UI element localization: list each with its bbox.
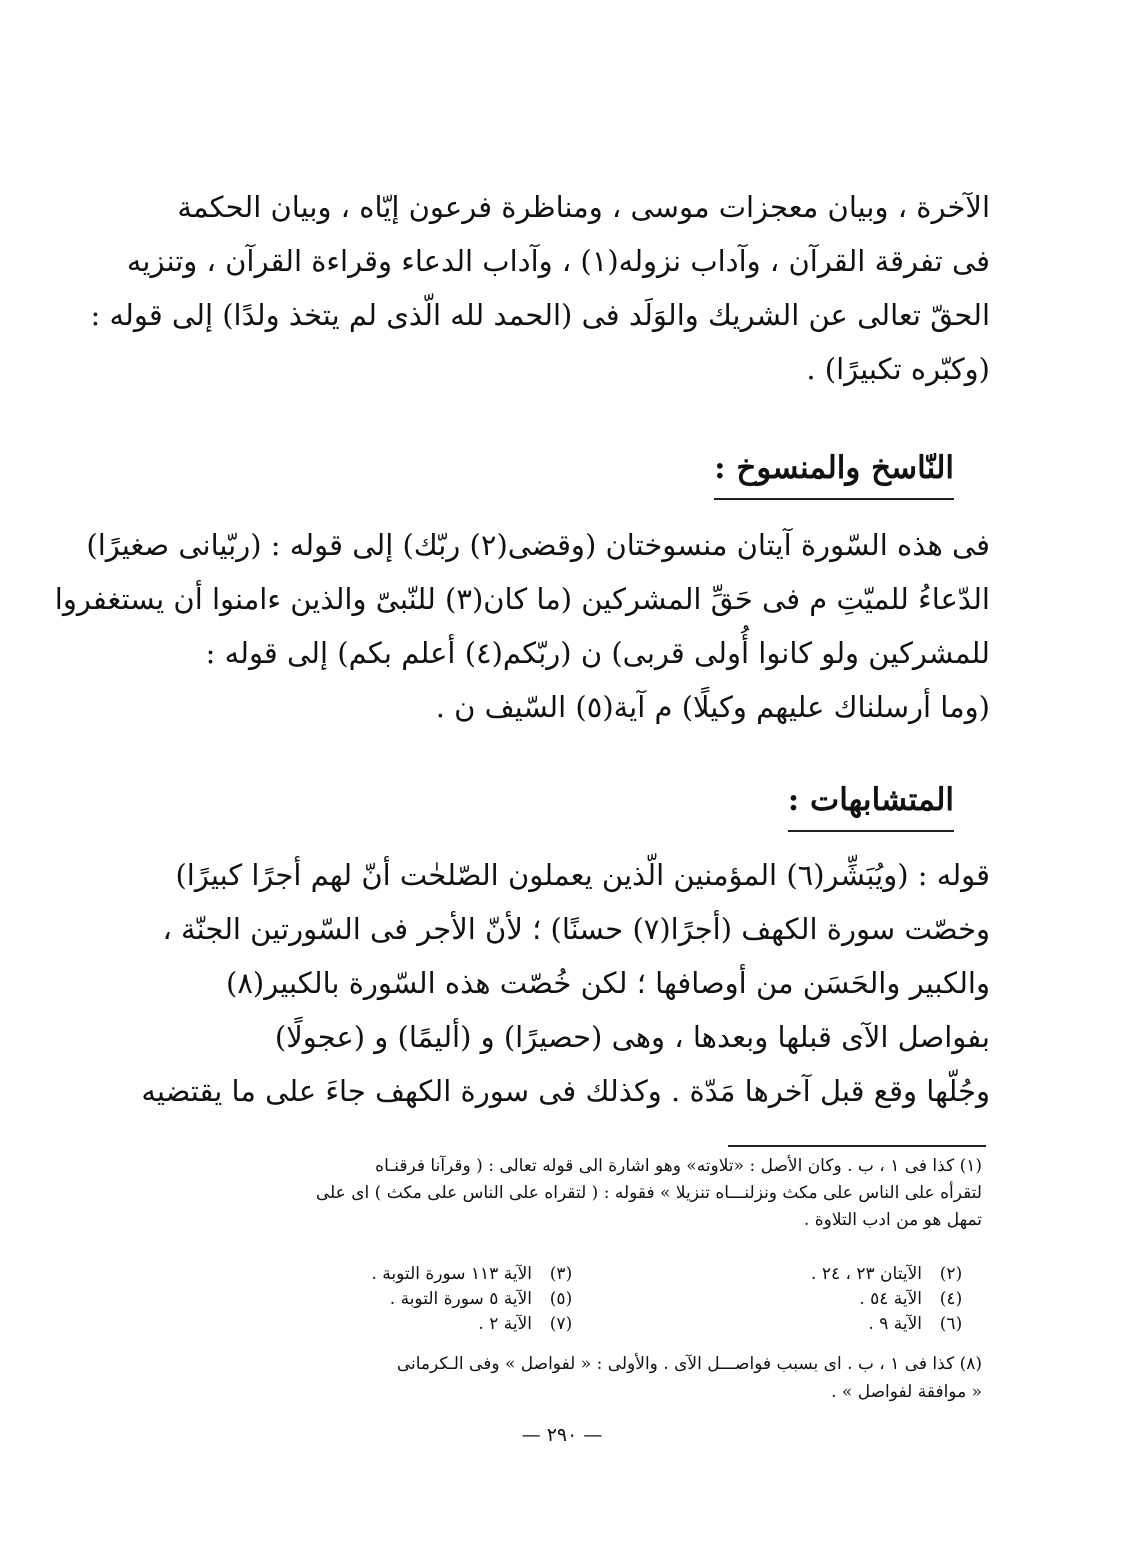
- footnote-text: الآيتان ٢٣ ، ٢٤ .: [811, 1264, 922, 1284]
- footnote-line: (١) كذا فى ١ ، ب . وكان الأصل : «تلاوته» وهو اشارة الى قوله تعالى : ( وقرآنا فرقنـاه: [375, 1156, 982, 1176]
- paragraph-similarities: [138, 848, 990, 1118]
- footnote-text: الآية ٩ .: [868, 1314, 922, 1334]
- footnote-number: (٥): [549, 1289, 573, 1309]
- footnote-line: (٨) كذا فى ١ ، ب . اى بسبب فواصـــل الآى . والأولى : « لفواصل » وفى الـكرمانى: [396, 1354, 982, 1374]
- paragraph-intro: [90, 180, 990, 396]
- footnote-8: [150, 1350, 982, 1406]
- heading-text: المتشابهات :: [787, 782, 954, 818]
- heading-underline: [788, 830, 954, 832]
- footnote-text: الآية ٥٤ .: [859, 1289, 922, 1309]
- text-line: فى تفرقة القرآن ، وآداب نزوله(١) ، وآداب الدعاء وقراءة القرآن ، وتنزيه: [126, 244, 990, 278]
- text-line: بفواصل الآى قبلها وبعدها ، وهى (حصيرًا) و (أليمًا) و (عجولًا): [274, 1020, 990, 1054]
- text-line: الحقّ تعالى عن الشريك والوَلَد فى (الحمد لله الّذى لم يتخذ ولدًا) إلى قوله :: [90, 298, 990, 332]
- footnote-number: (٢): [939, 1264, 963, 1284]
- footnote-cell: [200, 1287, 590, 1312]
- text-line: وجُلّها وقع قبل آخرها مَدّة . وكذلك فى سورة الكهف جاءَ على ما يقتضيه: [141, 1074, 990, 1108]
- text-line: قوله : (ويُبَشِّر(٦) المؤمنين الّذين يعملون الصّلحٰت أنّ لهم أجرًا كبيرًا): [175, 858, 990, 892]
- section-heading-similarities: [788, 780, 954, 820]
- heading-text: النّاسخ والمنسوخ :: [714, 450, 954, 486]
- heading-underline: [714, 498, 954, 500]
- section-heading-abrogation: [714, 448, 954, 488]
- footnote-number: (٦): [939, 1314, 963, 1334]
- text-line: وخصّت سورة الكهف (أجرًا(٧) حسنًا) ؛ لأنّ الأجر فى السّورتين الجنّة ،: [162, 912, 990, 946]
- footnote-row: [200, 1262, 980, 1287]
- footnote-cell: [590, 1287, 980, 1312]
- footnote-number: (٤): [939, 1289, 963, 1309]
- footnote-line: تمهل هو من ادب التلاوة .: [803, 1210, 982, 1230]
- text-line: الآخرة ، وبيان معجزات موسى ، ومناظرة فرعون إيّاه ، وبيان الحكمة: [177, 190, 990, 224]
- footnote-number: (٣): [549, 1264, 573, 1284]
- page-number: — ٢٩٠ —: [521, 1424, 603, 1446]
- footnotes-grid: [200, 1262, 980, 1337]
- footnote-line: « موافقة لفواصل » .: [831, 1382, 982, 1402]
- footnote-row: [200, 1287, 980, 1312]
- footnote-separator: [728, 1145, 986, 1147]
- footnote-1: [150, 1153, 982, 1234]
- text-line: الدّعاءُ للميّتِ م فى حَقِّ المشركين (ما كان(٣) للنّبىّ والذين ءامنوا أن يستغفروا: [54, 582, 990, 616]
- paragraph-abrogation: [54, 518, 990, 734]
- text-line: (وما أرسلناك عليهم وكيلًا) م آية(٥) السّيف ن .: [435, 690, 990, 724]
- footnote-cell: [590, 1312, 980, 1337]
- footnote-cell: [200, 1262, 590, 1287]
- footnote-cell: [590, 1262, 980, 1287]
- text-line: فى هذه السّورة آيتان منسوختان (وقضى(٢) ربّك) إلى قوله : (ربّيانى صغيرًا): [86, 528, 990, 562]
- text-line: (وكبّره تكبيرًا) .: [806, 352, 990, 386]
- footnote-text: الآية ٢ .: [478, 1314, 532, 1334]
- footnote-line: لتقرأه على الناس على مكث ونزلنـــاه تنزيلا » فقوله : ( لتقراه على الناس على مكث ) اى على: [315, 1183, 982, 1203]
- footnote-text: الآية ٥ سورة التوبة .: [389, 1289, 532, 1309]
- footnote-cell: [200, 1312, 590, 1337]
- footnote-row: [200, 1312, 980, 1337]
- footnote-number: (٧): [549, 1314, 573, 1334]
- text-line: للمشركين ولو كانوا أُولى قربى) ن (ربّكم(٤) أعلم بكم) إلى قوله :: [205, 636, 990, 670]
- text-line: والكبير والحَسَن من أوصافها ؛ لكن خُصّت هذه السّورة بالكبير(٨): [226, 966, 990, 1000]
- footnote-text: الآية ١١٣ سورة التوبة .: [371, 1264, 532, 1284]
